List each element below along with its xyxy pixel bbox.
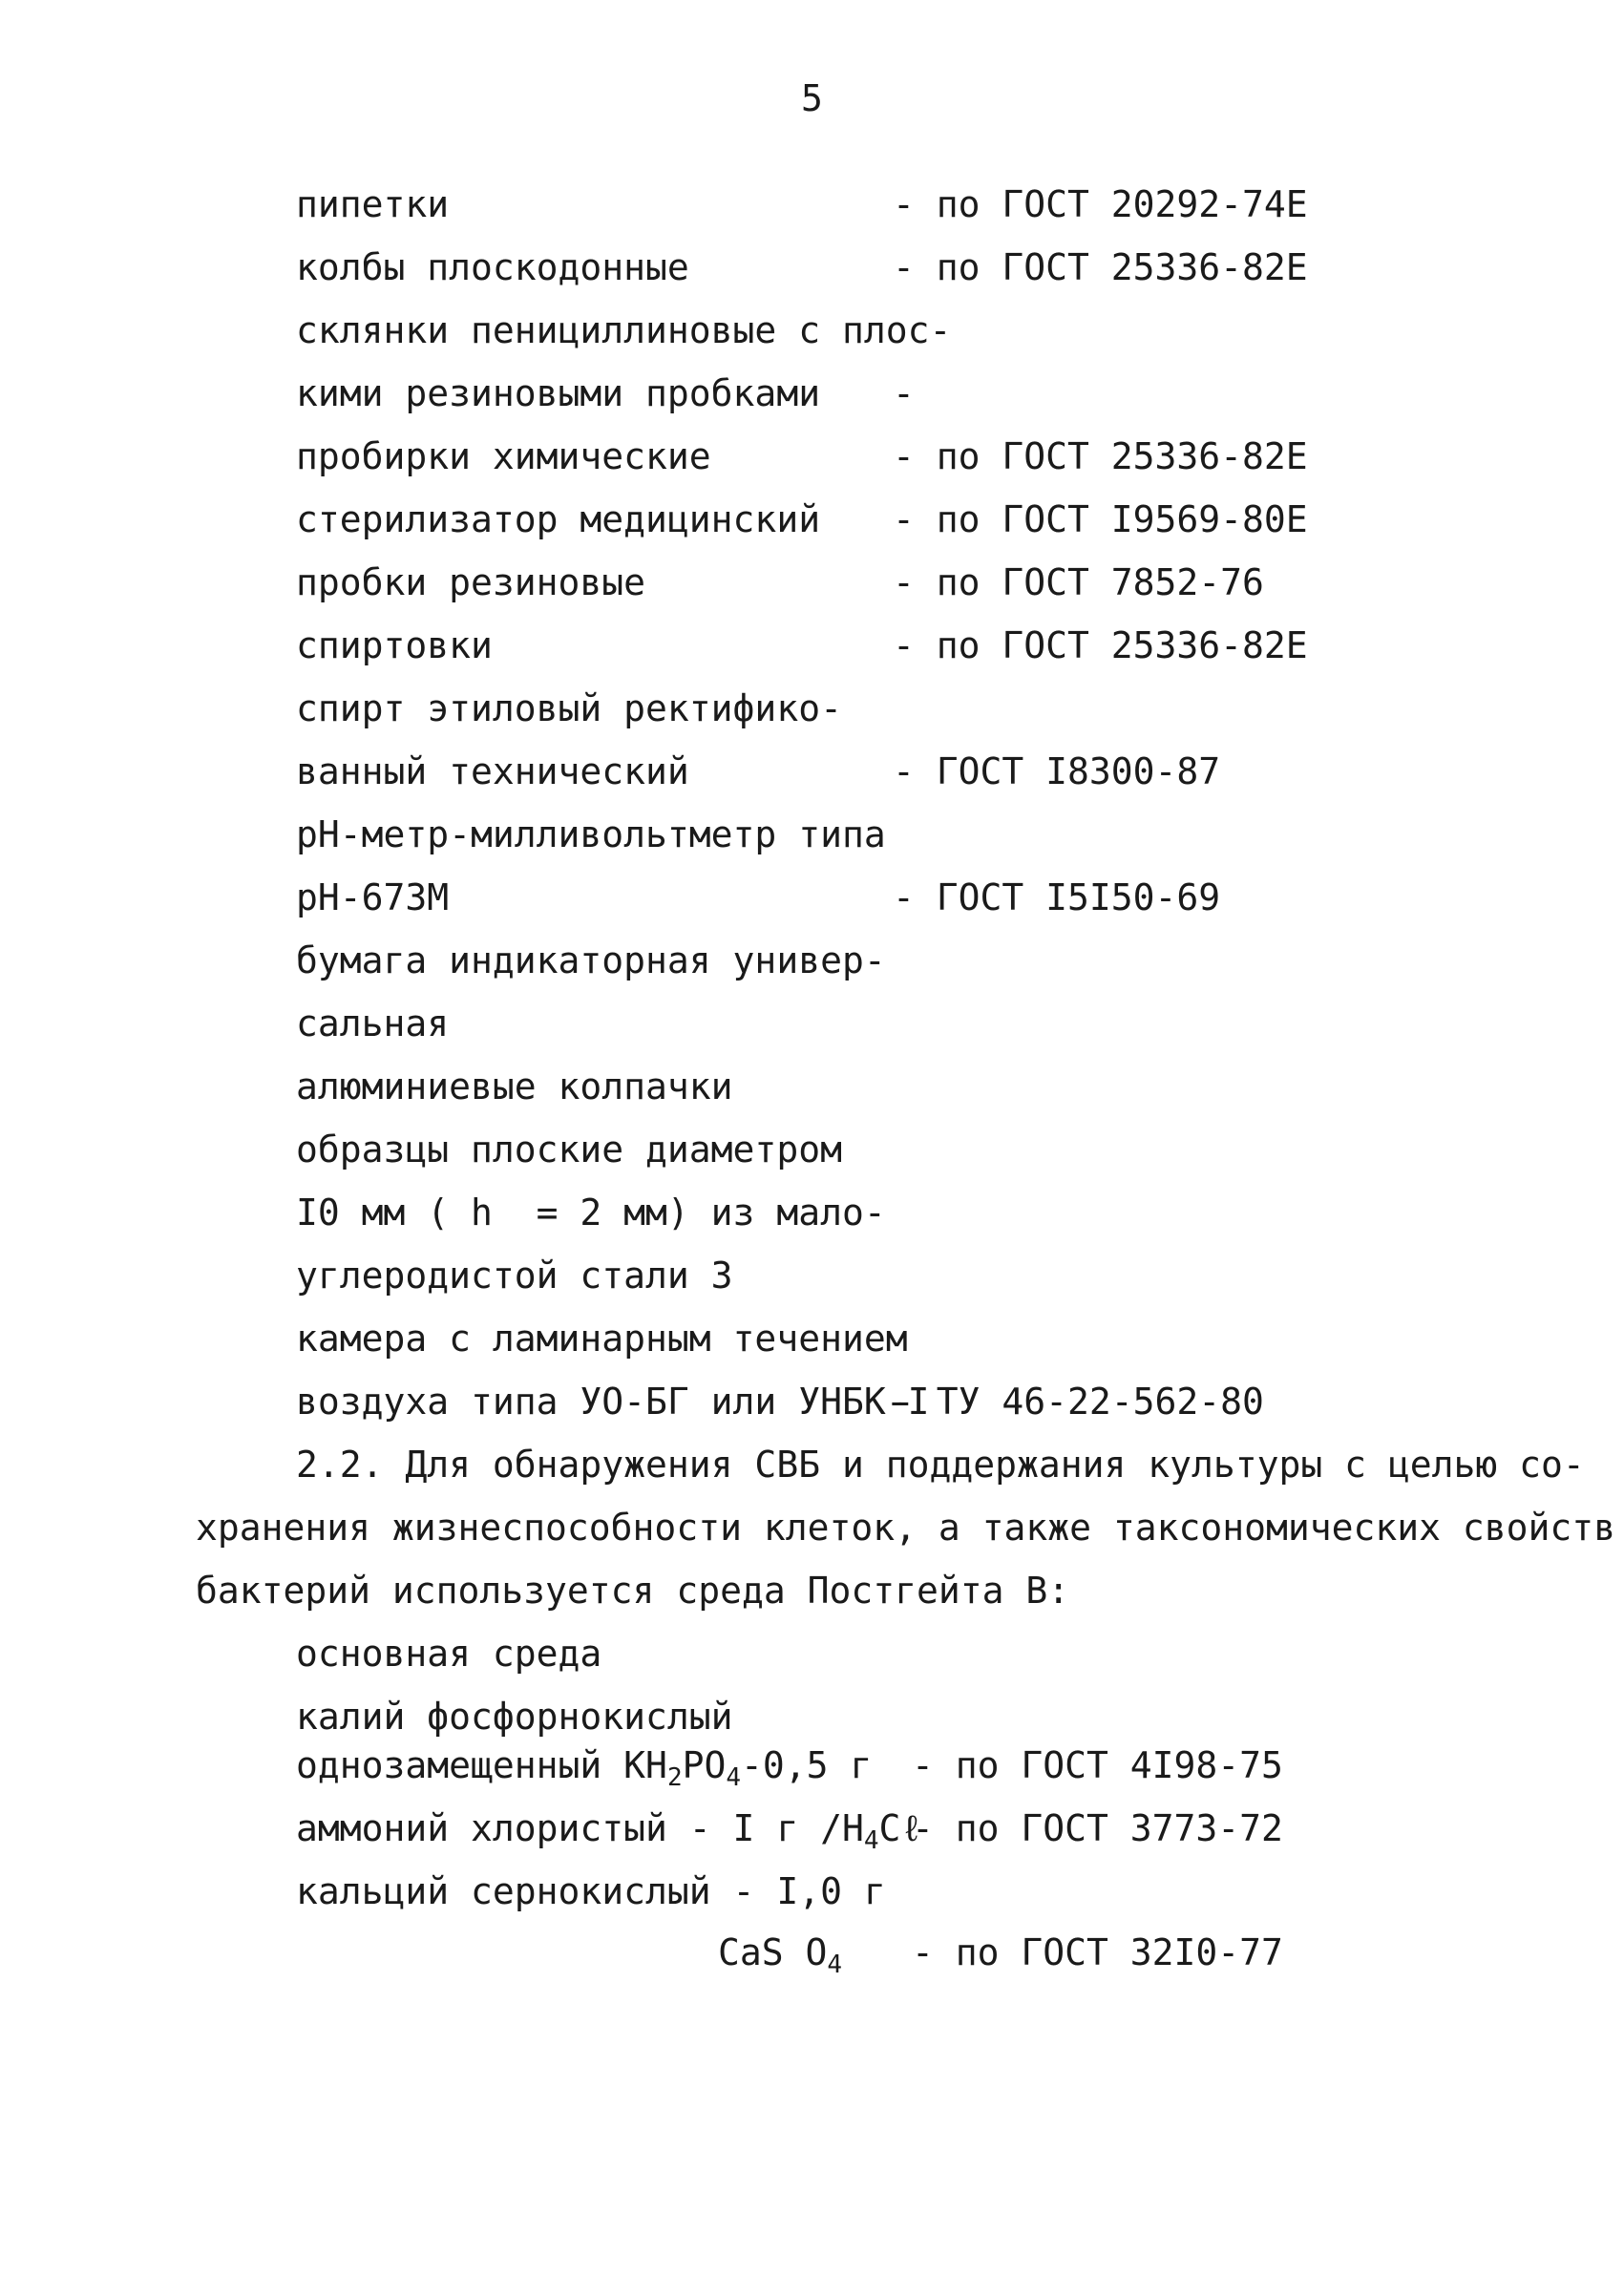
equipment-standard: - [893, 372, 915, 414]
equipment-standard: - ТУ 46-22-562-80 [893, 1381, 1264, 1423]
medium-item: калий фосфорнокислый [296, 1696, 733, 1738]
equipment-name: пробирки химические [296, 435, 711, 477]
equipment-name: спиртовки [296, 624, 493, 666]
equipment-name: pH-метр-милливольтметр типа [296, 813, 886, 855]
medium-item-standard: - по ГОСТ 4I98-75 [912, 1744, 1283, 1786]
equipment-name: кими резиновыми пробками [296, 372, 821, 414]
equipment-name: бумага индикаторная универ- [296, 939, 886, 981]
equipment-standard: - по ГОСТ 7852-76 [893, 561, 1264, 603]
medium-item: кальций сернокислый - I,0 г [296, 1870, 886, 1912]
equipment-name: углеродистой стали 3 [296, 1255, 733, 1297]
medium-title: основная среда [296, 1633, 602, 1675]
equipment-standard: - по ГОСТ 25336-82Е [893, 624, 1308, 666]
equipment-name: склянки пенициллиновые с плос- [296, 309, 952, 351]
equipment-name: пипетки [296, 183, 450, 225]
equipment-standard: - по ГОСТ 20292-74Е [893, 183, 1308, 225]
equipment-name: стерилизатор медицинский [296, 498, 821, 540]
paragraph-line: 2.2. Для обнаружения СВБ и поддержания культуры с целью со- [296, 1444, 1585, 1486]
paragraph-line: хранения жизнеспособности клеток, а также таксономических свойств [196, 1507, 1616, 1549]
equipment-standard: - ГОСТ I5I50-69 [893, 876, 1221, 918]
paragraph-line: бактерий используется среда Постгейта В: [196, 1570, 1070, 1612]
equipment-standard: - по ГОСТ 25336-82Е [893, 246, 1308, 288]
equipment-name: спирт этиловый ректифико- [296, 687, 842, 729]
equipment-name: колбы плоскодонные [296, 246, 689, 288]
equipment-standard: - ГОСТ I8300-87 [893, 750, 1221, 792]
calcium-sulfate-formula: CaS $O_4$ [718, 1931, 843, 1979]
medium-item-standard: - по ГОСТ 32I0-77 [912, 1931, 1283, 1973]
equipment-name: ванный технический [296, 750, 689, 792]
equipment-name: I0 мм ( h = 2 мм) из мало- [296, 1192, 886, 1234]
equipment-name: образцы плоские диаметром [296, 1128, 842, 1171]
equipment-name: камера с ламинарным течением [296, 1318, 908, 1360]
medium-item-formula: однозамещенный $КН_2РО_4-0,5$ г [296, 1744, 873, 1792]
equipment-name: сальная [296, 1002, 450, 1044]
medium-item-formula: аммоний хлористый - I г $/Н_4C\ell$ [296, 1807, 923, 1855]
equipment-standard: - по ГОСТ I9569-80Е [893, 498, 1308, 540]
equipment-standard: - по ГОСТ 25336-82Е [893, 435, 1308, 477]
equipment-name: алюминиевые колпачки [296, 1065, 733, 1107]
equipment-name: pH-673M [296, 876, 450, 918]
medium-item-standard: - по ГОСТ 3773-72 [912, 1807, 1283, 1849]
page-number: 5 [801, 77, 823, 119]
equipment-name: пробки резиновые [296, 561, 646, 603]
equipment-name: воздуха типа УО-БГ или УНБК-I [296, 1381, 930, 1423]
